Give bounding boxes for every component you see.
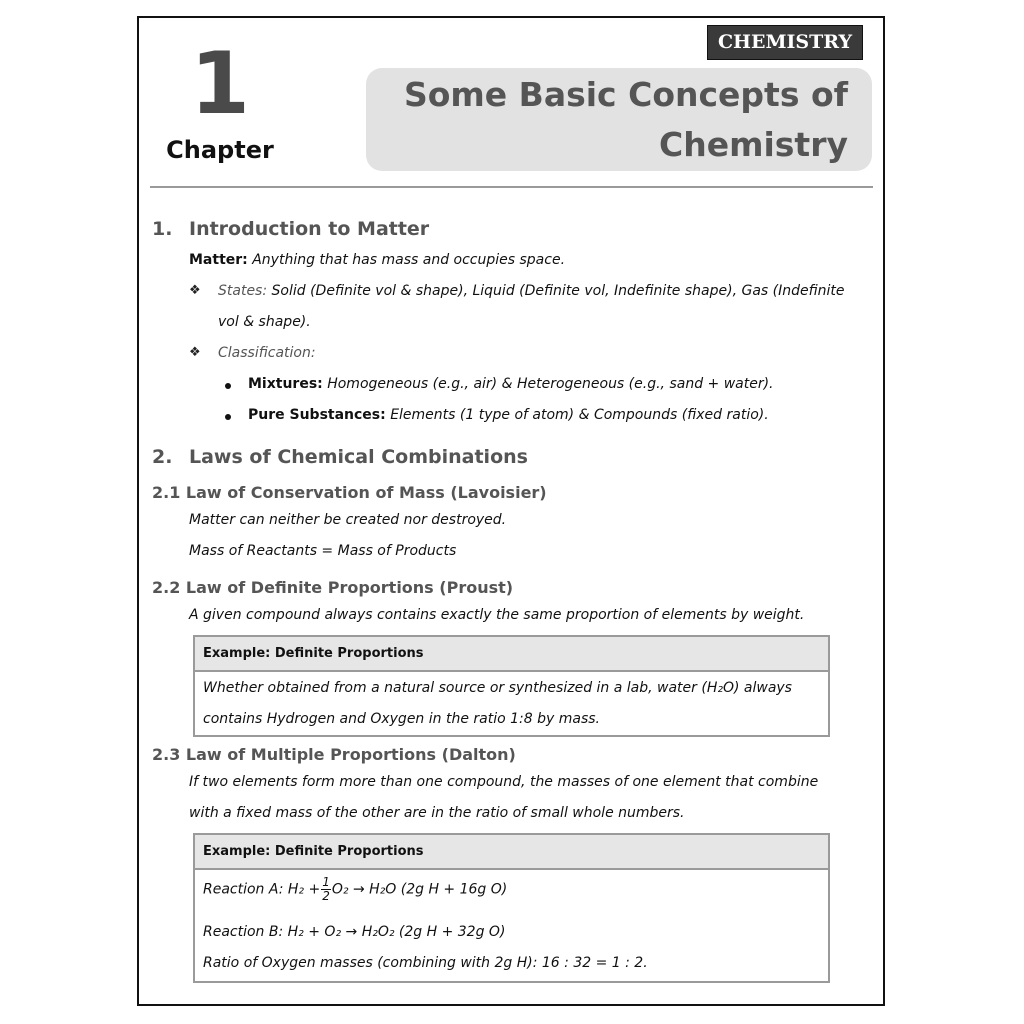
mixtures-item <box>248 376 774 392</box>
section-2-1-heading: 2.1 Law of Conservation of Mass (Lavoisier) <box>152 483 547 502</box>
header-divider <box>150 186 873 188</box>
reaction-a <box>203 876 507 903</box>
subject-badge: CHEMISTRY <box>707 25 863 60</box>
multiple-proportions-line-1: If two elements form more than one compound, the masses of one element that combine <box>189 774 819 790</box>
chapter-number: 1 <box>190 34 250 134</box>
chapter-title-line-1: Some Basic Concepts of <box>403 75 848 114</box>
matter-definition <box>189 252 565 268</box>
example-box-title: Example: Definite Proportions <box>195 835 828 870</box>
states-text-1: Solid (Definite vol & shape), Liquid (Definite vol, Indefinite shape), Gas (Indefinite <box>267 283 845 299</box>
conservation-line-2: Mass of Reactants = Mass of Products <box>189 543 457 559</box>
example-line-2: contains Hydrogen and Oxygen in the ratio 1:8 by mass. <box>203 711 600 727</box>
bullet-dot-icon <box>225 414 231 420</box>
mixtures-text: Homogeneous (e.g., air) & Heterogeneous (e.g., sand + water). <box>322 376 774 392</box>
states-line-1 <box>218 283 845 299</box>
section-2-2-heading: 2.2 Law of Definite Proportions (Proust) <box>152 578 514 597</box>
diamond-bullet-icon: ❖ <box>189 345 201 360</box>
section-2-title: Laws of Chemical Combinations <box>189 446 528 468</box>
conservation-line-1: Matter can neither be created nor destroyed. <box>189 512 507 528</box>
section-2-heading <box>152 446 528 468</box>
diamond-bullet-icon: ❖ <box>189 283 201 298</box>
chapter-title-line-2: Chemistry <box>659 125 848 164</box>
multiple-proportions-line-2: with a fixed mass of the other are in the ratio of small whole numbers. <box>189 805 685 821</box>
section-2-number: 2. <box>152 446 173 468</box>
example-line-1: Whether obtained from a natural source or synthesized in a lab, water (H₂O) always <box>203 680 792 696</box>
section-1-number: 1. <box>152 218 173 240</box>
classification-label <box>218 345 316 361</box>
pure-substances-item <box>248 407 769 423</box>
section-2-3-heading: 2.3 Law of Multiple Proportions (Dalton) <box>152 745 516 764</box>
half-fraction <box>321 876 331 903</box>
example-box-multiple <box>193 833 830 983</box>
example-box-definite <box>193 635 830 737</box>
fraction-numerator: 1 <box>322 875 330 889</box>
definite-proportions-text: A given compound always contains exactly the same proportion of elements by weight. <box>189 607 805 623</box>
mixtures-label: Mixtures: <box>248 376 323 392</box>
chapter-title-box <box>366 68 872 171</box>
section-1-title: Introduction to Matter <box>189 218 430 240</box>
fraction-denominator: 2 <box>322 889 330 903</box>
classification-label-text: Classification: <box>218 345 316 361</box>
states-line-2: vol & shape). <box>218 314 311 330</box>
chapter-label: Chapter <box>166 136 274 164</box>
oxygen-ratio: Ratio of Oxygen masses (combining with 2g H): 16 : 32 = 1 : 2. <box>203 955 648 971</box>
pure-substances-text: Elements (1 type of atom) & Compounds (fixed ratio). <box>385 407 769 423</box>
reaction-a-suffix: O₂ → H₂O (2g H + 16g O) <box>331 881 508 898</box>
bullet-dot-icon <box>225 383 231 389</box>
example-box-title: Example: Definite Proportions <box>195 637 828 672</box>
matter-text: Anything that has mass and occupies space. <box>247 252 566 268</box>
section-1-heading <box>152 218 429 240</box>
states-label: States: <box>218 283 268 299</box>
reaction-a-prefix: Reaction A: H₂ + <box>203 881 321 898</box>
matter-label: Matter: <box>189 252 248 268</box>
pure-substances-label: Pure Substances: <box>248 407 386 423</box>
reaction-b: Reaction B: H₂ + O₂ → H₂O₂ (2g H + 32g O) <box>203 924 506 940</box>
